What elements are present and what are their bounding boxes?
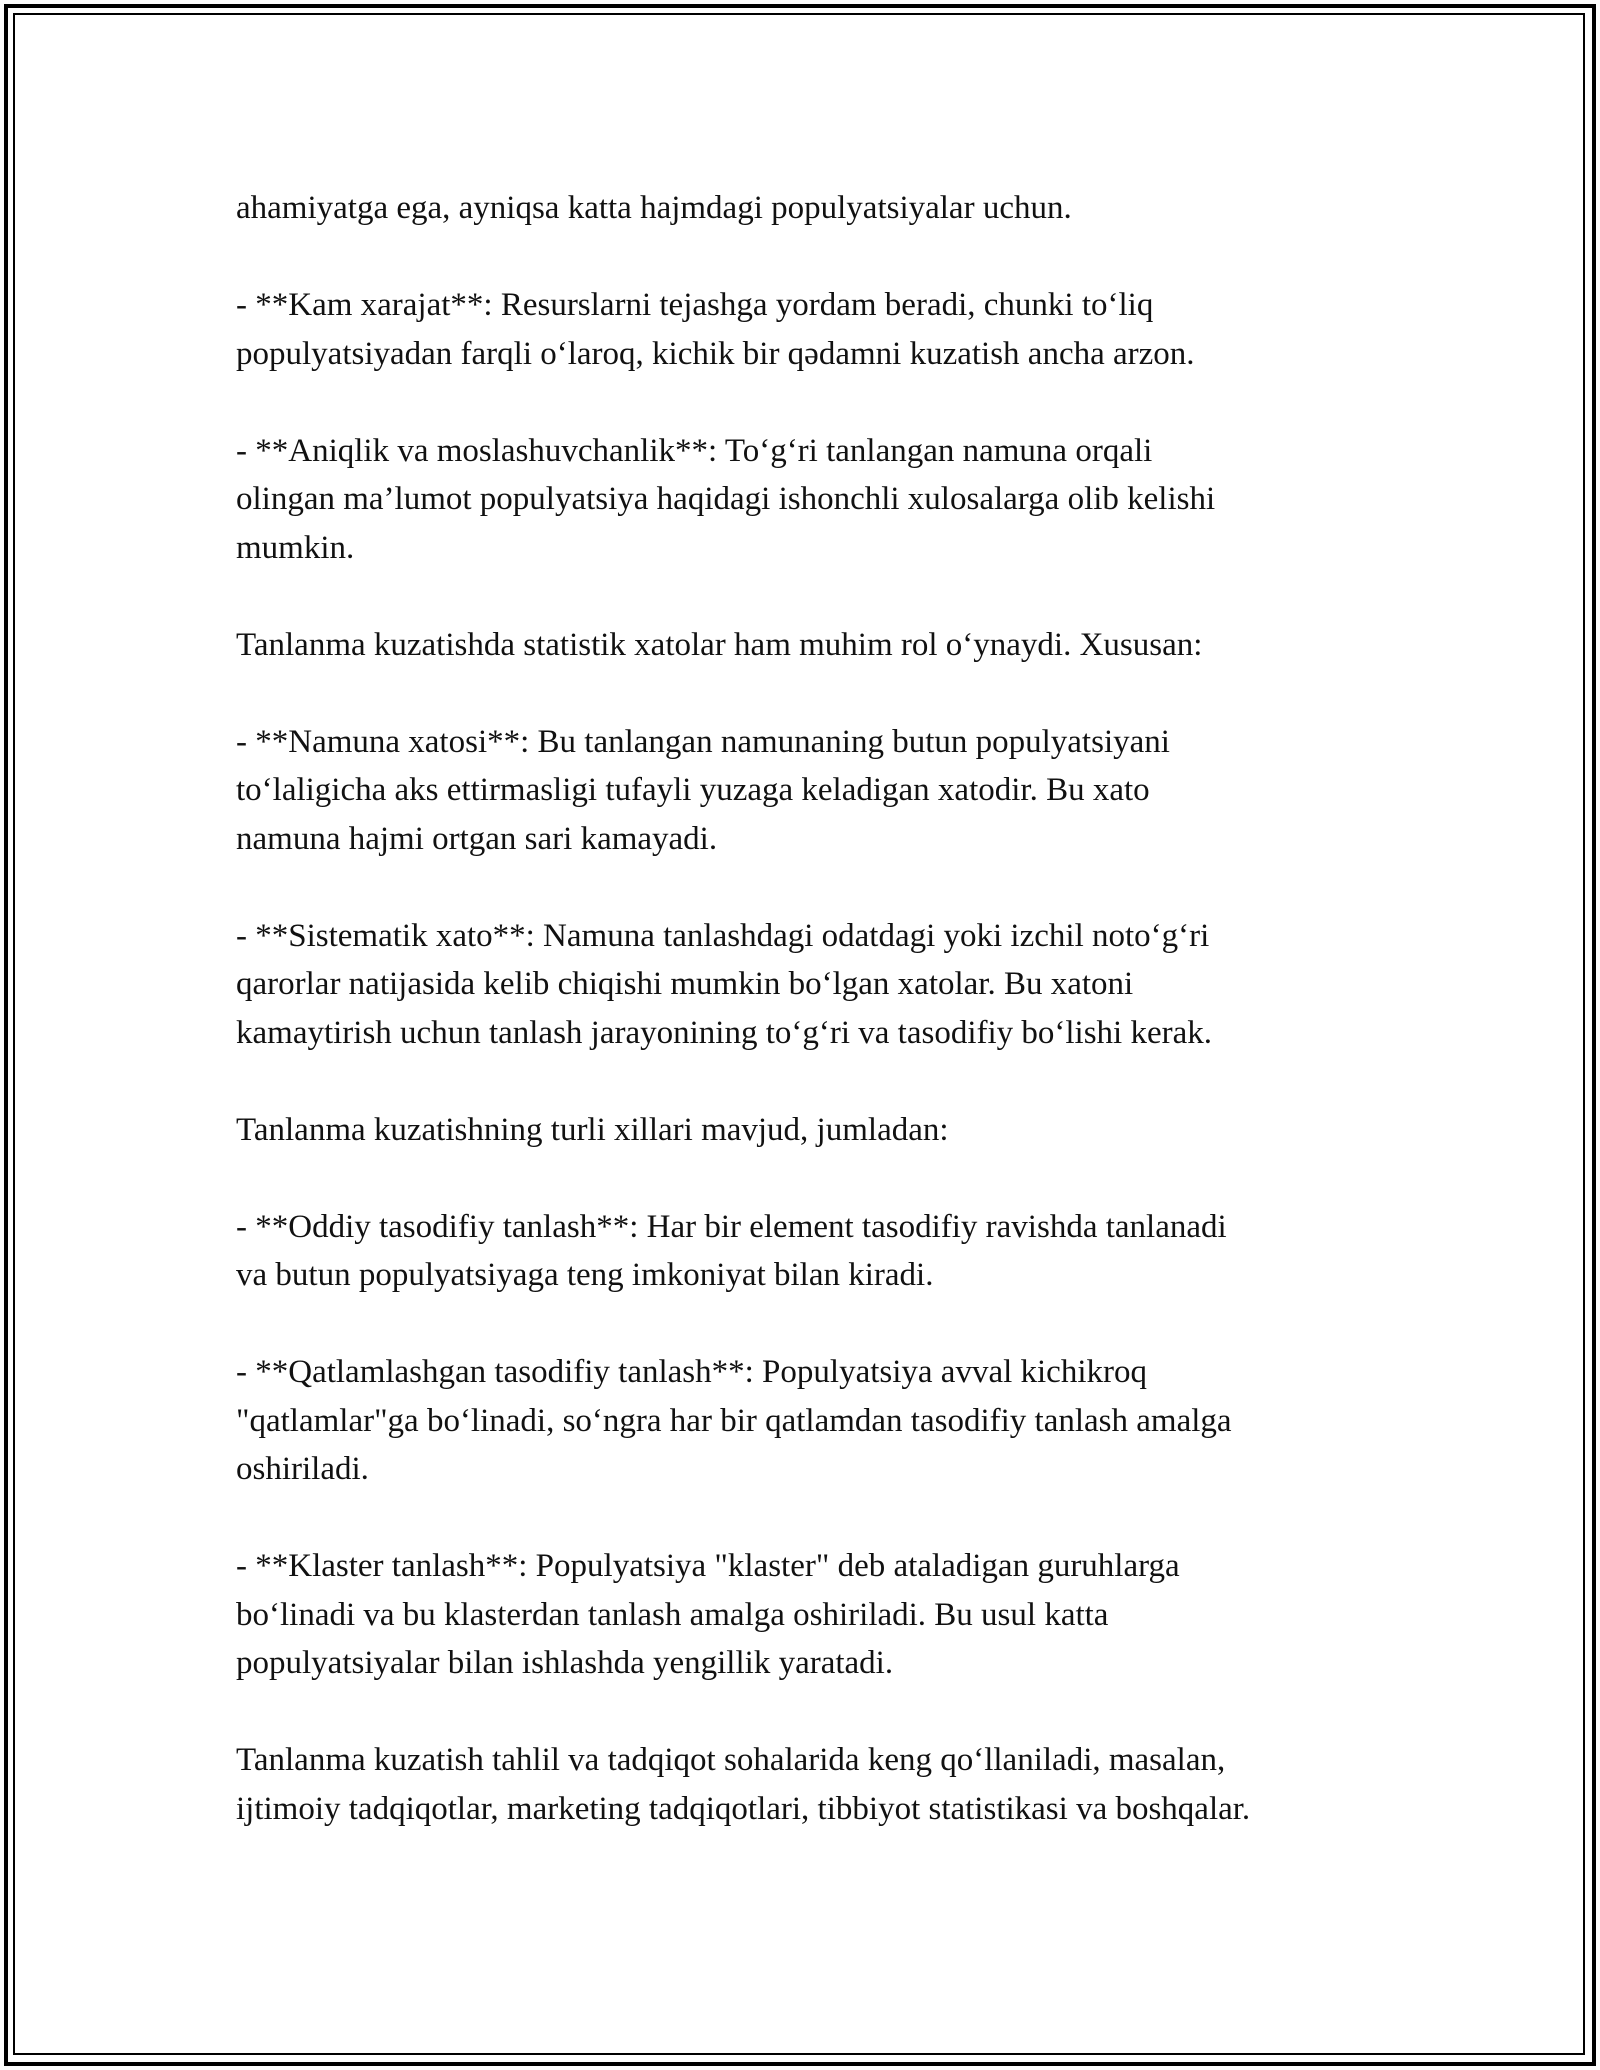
paragraph: - **Aniqlik va moslashuvchanlik**: To‘g‘ri tanlangan namuna orqali olingan ma’lumot populyatsiya haqidagi ishonchli xulosalarga olib kelishi mumkin. — [236, 432, 1216, 566]
paragraph: - **Sistematik xato**: Namuna tanlashdagi odatdagi yoki izchil noto‘g‘ri qarorlar natijasida kelib chiqishi mumkin bo‘lgan xatolar. Bu xatoni kamaytirish uchun tanlash jarayonining to‘g‘ri va tasodifiy bo‘lishi kerak. — [236, 917, 1213, 1051]
paragraph: - **Qatlamlashgan tasodifiy tanlash**: Populyatsiya avval kichikroq "qatlamlar"ga bo‘linadi, so‘ngra har bir qatlamdan tasodifiy tanlash amalga oshiriladi. — [236, 1354, 1232, 1487]
paragraph-gap — [236, 1688, 1386, 1737]
paragraph: - **Klaster tanlash**: Populyatsiya "klaster" deb ataladigan guruhlarga bo‘linadi va bu klasterdan tanlash amalga oshiriladi. Bu usul katta populyatsiyalar bilan ishlashda yengillik yaratadi. — [236, 1548, 1180, 1681]
paragraph: - **Oddiy tasodifiy tanlash**: Har bir element tasodifiy ravishda tanlanadi va butun populyatsiyaga teng imkoniyat bilan kiradi. — [236, 1208, 1227, 1293]
paragraph-gap — [236, 669, 1386, 718]
paragraph: - **Namuna xatosi**: Bu tanlangan namunaning butun populyatsiyani to‘laligicha aks ettirmasligi tufayli yuzaga keladigan xatodir. Bu xato namuna hajmi ortgan sari kamayadi. — [236, 723, 1170, 857]
paragraph: - **Kam xarajat**: Resurslarni tejashga yordam beradi, chunki to‘liq populyatsiyadan farqli o‘laroq, kichik bir qədamni kuzatish ancha arzon. — [236, 287, 1195, 372]
document-body — [236, 184, 1386, 1833]
paragraph: ahamiyatga ega, ayniqsa katta hajmdagi populyatsiyalar uchun. — [236, 190, 1072, 226]
paragraph-gap — [236, 1494, 1386, 1543]
paragraph-gap — [236, 1057, 1386, 1106]
paragraph-gap — [236, 572, 1386, 621]
paragraph: Tanlanma kuzatishning turli xillari mavjud, jumladan: — [236, 1111, 949, 1148]
paragraph: Tanlanma kuzatish tahlil va tadqiqot sohalarida keng qo‘llaniladi, masalan, ijtimoiy tadqiqotlar, marketing tadqiqotlari, tibbiyot statistikasi va boshqalar. — [236, 1742, 1251, 1827]
paragraph-gap — [236, 1300, 1386, 1349]
paragraph-gap — [236, 863, 1386, 912]
paragraph-gap — [236, 1154, 1386, 1203]
paragraph-gap — [236, 378, 1386, 427]
paragraph: Tanlanma kuzatishda statistik xatolar ham muhim rol o‘ynaydi. Xususan: — [236, 626, 1203, 663]
paragraph-gap — [236, 233, 1386, 282]
